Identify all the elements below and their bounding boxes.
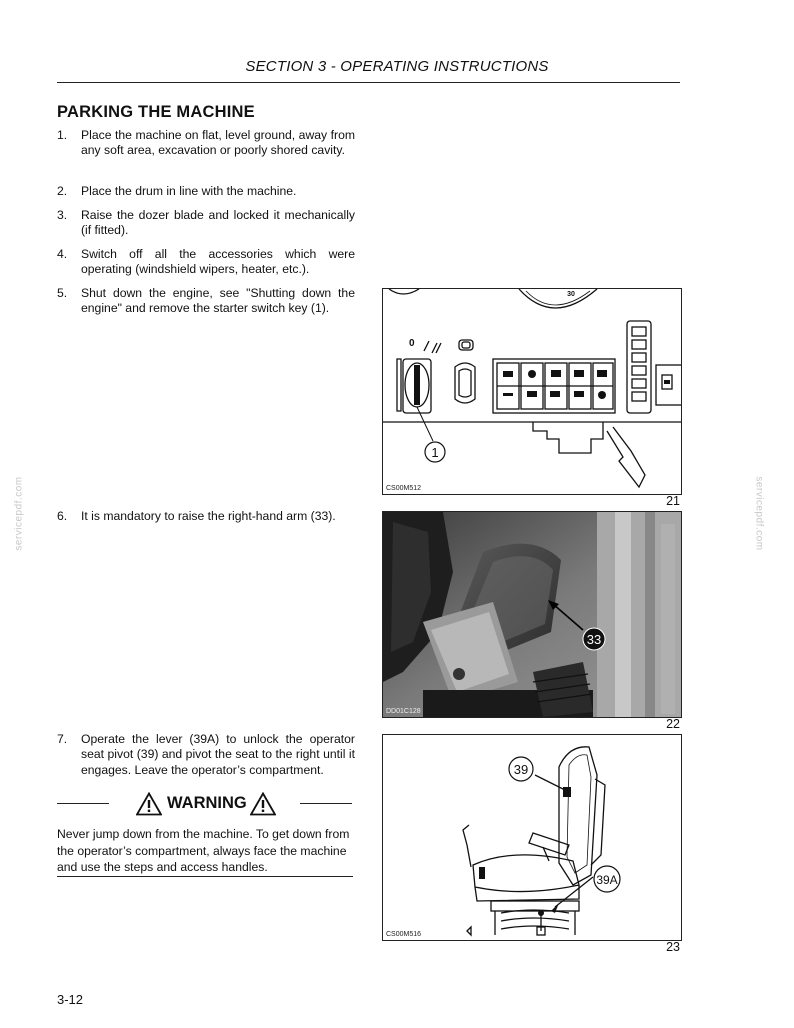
- warning-heading: [136, 792, 286, 818]
- figure-number-23: 23: [666, 940, 680, 954]
- warning-triangle-icon: [136, 792, 162, 816]
- warning-rule-right: [300, 803, 352, 804]
- step-5: [57, 286, 355, 317]
- step-number: 7.: [57, 732, 68, 746]
- section-header: SECTION 3 - OPERATING INSTRUCTIONS: [245, 58, 549, 75]
- warning-triangle-icon: [250, 792, 276, 816]
- figure-23-seat: [382, 734, 682, 941]
- warning-rule-left: [57, 803, 109, 804]
- armrest-photo: [383, 512, 681, 717]
- page-title: PARKING THE MACHINE: [57, 103, 255, 121]
- callout-1: 1: [431, 445, 439, 460]
- figure-code: CS00M512: [386, 485, 422, 492]
- step-text: Place the machine on flat, level ground, away from any soft area, excavation or poorly shored cavity.: [81, 128, 355, 158]
- step-text: It is mandatory to raise the right-hand arm (33).: [81, 509, 336, 523]
- callout-33: 33: [586, 632, 602, 647]
- gauge-mark-text: 30: [567, 291, 575, 298]
- step-number: 1.: [57, 128, 68, 142]
- warning-label: WARNING: [167, 794, 247, 812]
- figure-code: CS00M516: [386, 931, 422, 938]
- warning-text: Never jump down from the machine. To get down from the operator’s compartment, always face the machine and use the steps and access handles.: [57, 827, 350, 874]
- step-number: 3.: [57, 208, 68, 222]
- watermark-left: servicepdf.com: [13, 476, 25, 551]
- watermark-right: servicepdf.com: [753, 476, 765, 551]
- step-text: Place the drum in line with the machine.: [81, 184, 297, 198]
- key-position-label: 0: [409, 338, 415, 349]
- callout-39: 39: [513, 762, 529, 777]
- step-text: Operate the lever (39A) to unlock the operator seat pivot (39) and pivot the seat to the right until it engages. Leave the operator’s compartment.: [81, 732, 355, 777]
- page-number: 3-12: [57, 992, 84, 1007]
- step-6: [57, 509, 355, 524]
- step-2: [57, 184, 355, 199]
- callout-39a: 39A: [596, 873, 618, 887]
- figure-code: DD01C128: [386, 708, 421, 715]
- step-number: 2.: [57, 184, 68, 198]
- step-text: Raise the dozer blade and locked it mechanically (if fitted).: [81, 208, 355, 238]
- step-text: Shut down the engine, see "Shutting down the engine" and remove the starter switch key (1).: [81, 286, 355, 316]
- step-3: [57, 208, 355, 239]
- figure-22-photo-armrest: [382, 511, 682, 718]
- step-4: [57, 247, 355, 278]
- figure-number-22: 22: [666, 717, 680, 731]
- step-number: 6.: [57, 509, 68, 523]
- step-text: Switch off all the accessories which were operating (windshield wipers, heater, etc.).: [81, 247, 355, 277]
- figure-number-21: 21: [666, 494, 680, 508]
- step-7: [57, 732, 355, 778]
- header-divider: [57, 82, 680, 83]
- step-1: [57, 128, 355, 159]
- figure-21-dashboard: [382, 288, 682, 495]
- step-number: 5.: [57, 286, 68, 300]
- step-number: 4.: [57, 247, 68, 261]
- warning-bottom-rule: [57, 876, 353, 877]
- seat-illustration: [383, 735, 681, 940]
- dashboard-illustration: [383, 289, 681, 494]
